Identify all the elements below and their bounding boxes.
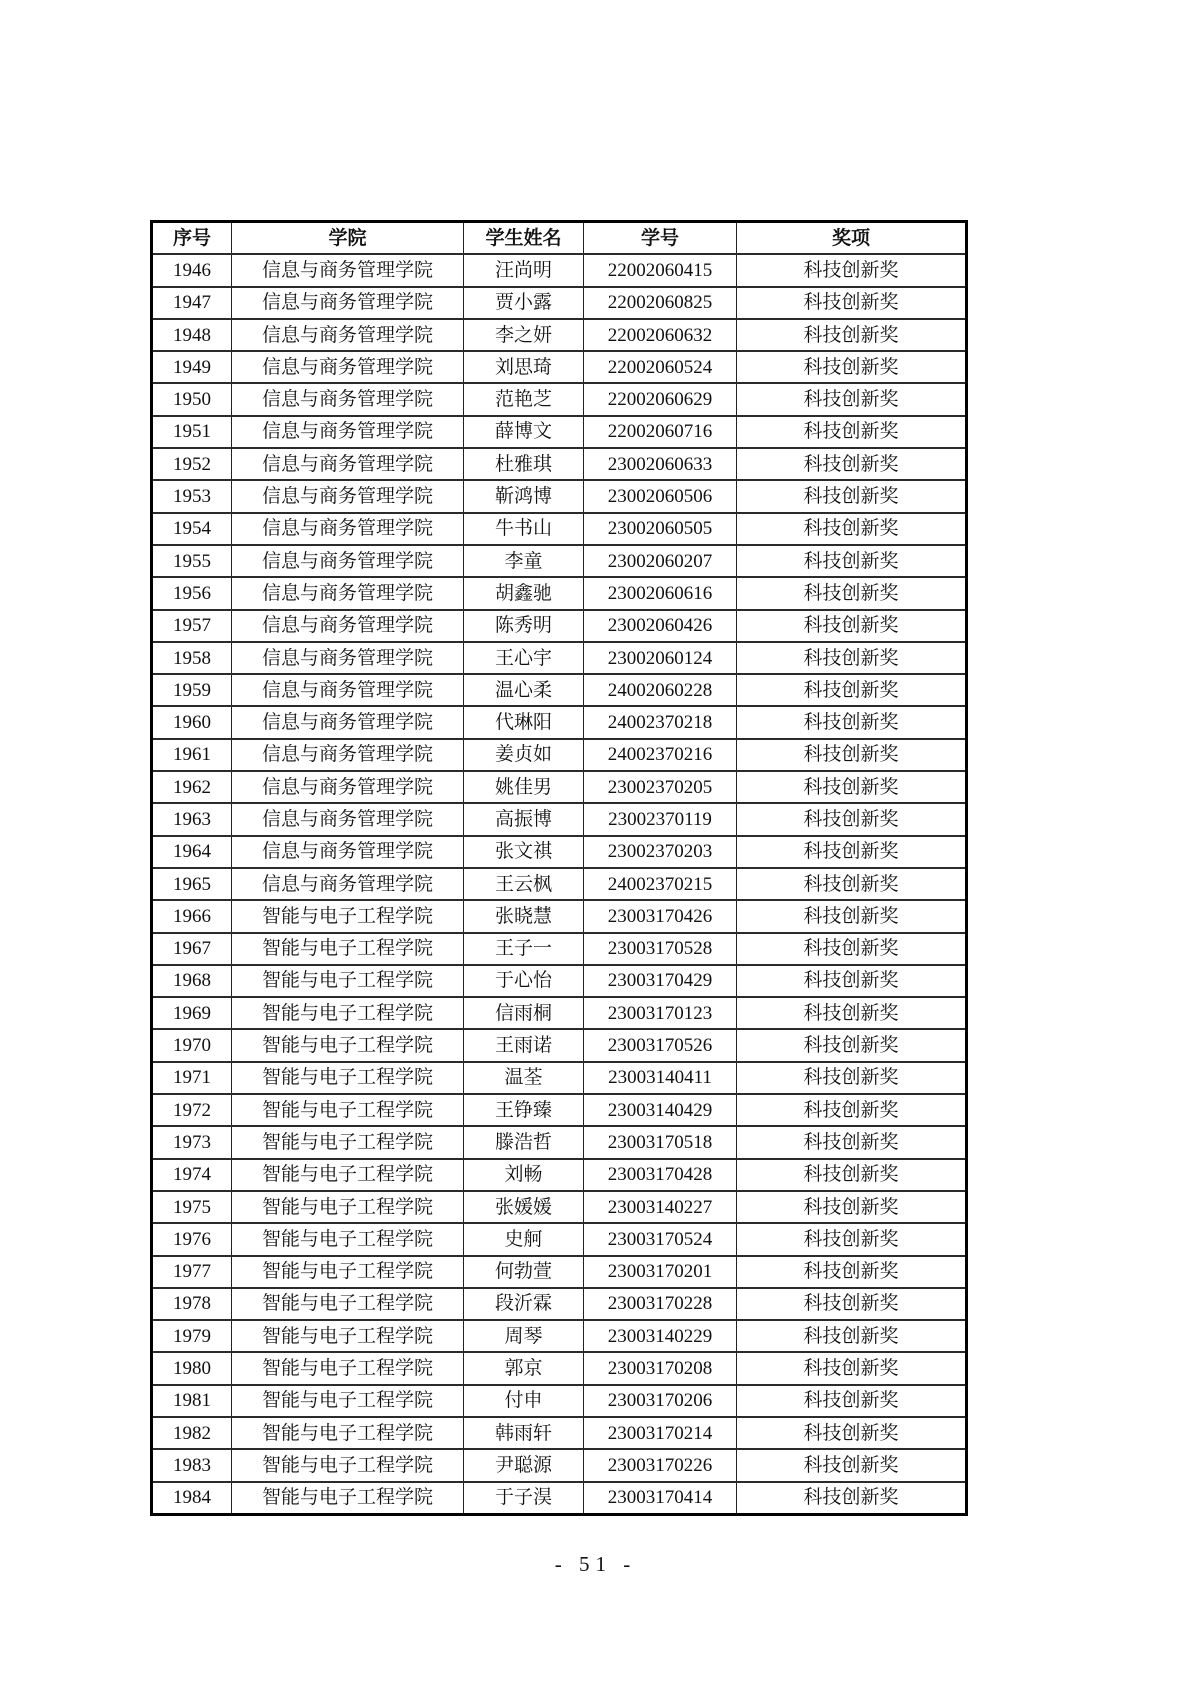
cell-no: 1962: [152, 771, 232, 803]
cell-college: 信息与商务管理学院: [232, 448, 464, 480]
cell-no: 1973: [152, 1126, 232, 1158]
cell-award: 科技创新奖: [737, 868, 967, 900]
cell-college: 信息与商务管理学院: [232, 416, 464, 448]
table-row: [152, 771, 967, 803]
cell-no: 1952: [152, 448, 232, 480]
cell-college: 信息与商务管理学院: [232, 480, 464, 512]
cell-award: 科技创新奖: [737, 836, 967, 868]
cell-award: 科技创新奖: [737, 319, 967, 351]
cell-no: 1979: [152, 1320, 232, 1352]
table-header-row: [152, 222, 967, 255]
cell-student-name: 张晓慧: [464, 900, 584, 932]
cell-award: 科技创新奖: [737, 1482, 967, 1515]
cell-student-id: 23003170226: [584, 1449, 737, 1481]
table-row: [152, 1320, 967, 1352]
cell-no: 1965: [152, 868, 232, 900]
cell-student-id: 24002370215: [584, 868, 737, 900]
cell-no: 1946: [152, 254, 232, 286]
cell-no: 1951: [152, 416, 232, 448]
column-header-student-name: 学生姓名: [464, 222, 584, 255]
cell-award: 科技创新奖: [737, 480, 967, 512]
cell-student-id: 23003170528: [584, 933, 737, 965]
cell-student-name: 韩雨轩: [464, 1417, 584, 1449]
cell-student-id: 23002370205: [584, 771, 737, 803]
table-row: [152, 933, 967, 965]
cell-student-name: 张文祺: [464, 836, 584, 868]
cell-no: 1950: [152, 383, 232, 415]
table-row: [152, 1352, 967, 1384]
cell-college: 信息与商务管理学院: [232, 319, 464, 351]
cell-award: 科技创新奖: [737, 287, 967, 319]
table-row: [152, 1029, 967, 1061]
cell-no: 1958: [152, 642, 232, 674]
cell-student-name: 郭京: [464, 1352, 584, 1384]
cell-student-id: 23002060506: [584, 480, 737, 512]
cell-no: 1955: [152, 545, 232, 577]
cell-student-name: 王雨诺: [464, 1029, 584, 1061]
cell-student-name: 尹聪源: [464, 1449, 584, 1481]
cell-student-name: 何勃萱: [464, 1256, 584, 1288]
table-row: [152, 1094, 967, 1126]
table-row: [152, 1482, 967, 1515]
cell-student-name: 王子一: [464, 933, 584, 965]
table-row: [152, 1223, 967, 1255]
cell-student-id: 22002060716: [584, 416, 737, 448]
cell-college: 智能与电子工程学院: [232, 900, 464, 932]
cell-award: 科技创新奖: [737, 900, 967, 932]
cell-no: 1954: [152, 513, 232, 545]
cell-college: 信息与商务管理学院: [232, 513, 464, 545]
cell-student-name: 付申: [464, 1385, 584, 1417]
column-header-award: 奖项: [737, 222, 967, 255]
table-row: [152, 706, 967, 738]
cell-college: 智能与电子工程学院: [232, 1159, 464, 1191]
cell-student-id: 22002060524: [584, 351, 737, 383]
cell-no: 1959: [152, 674, 232, 706]
cell-award: 科技创新奖: [737, 1417, 967, 1449]
cell-no: 1949: [152, 351, 232, 383]
cell-student-id: 22002060825: [584, 287, 737, 319]
cell-no: 1982: [152, 1417, 232, 1449]
cell-student-name: 滕浩哲: [464, 1126, 584, 1158]
table-row: [152, 1126, 967, 1158]
table-row: [152, 577, 967, 609]
cell-no: 1976: [152, 1223, 232, 1255]
table-row: [152, 803, 967, 835]
cell-college: 智能与电子工程学院: [232, 1288, 464, 1320]
table-row: [152, 1417, 967, 1449]
cell-award: 科技创新奖: [737, 1256, 967, 1288]
cell-student-name: 刘思琦: [464, 351, 584, 383]
cell-student-id: 23003140429: [584, 1094, 737, 1126]
cell-student-id: 23003140229: [584, 1320, 737, 1352]
cell-student-name: 史舸: [464, 1223, 584, 1255]
cell-college: 信息与商务管理学院: [232, 803, 464, 835]
column-header-no: 序号: [152, 222, 232, 255]
table-row: [152, 287, 967, 319]
cell-award: 科技创新奖: [737, 416, 967, 448]
table-row: [152, 416, 967, 448]
cell-student-id: 23003170526: [584, 1029, 737, 1061]
table-row: [152, 545, 967, 577]
cell-award: 科技创新奖: [737, 1126, 967, 1158]
cell-no: 1984: [152, 1482, 232, 1515]
table-row: [152, 739, 967, 771]
cell-student-name: 姜贞如: [464, 739, 584, 771]
cell-award: 科技创新奖: [737, 448, 967, 480]
table-row: [152, 351, 967, 383]
cell-student-id: 22002060632: [584, 319, 737, 351]
table-row: [152, 1062, 967, 1094]
cell-award: 科技创新奖: [737, 933, 967, 965]
page-number: - 51 -: [554, 1552, 637, 1576]
table-row: [152, 610, 967, 642]
cell-award: 科技创新奖: [737, 254, 967, 286]
cell-student-id: 23003170123: [584, 997, 737, 1029]
table-row: [152, 480, 967, 512]
cell-no: 1981: [152, 1385, 232, 1417]
cell-no: 1960: [152, 706, 232, 738]
cell-student-name: 薛博文: [464, 416, 584, 448]
cell-no: 1963: [152, 803, 232, 835]
cell-award: 科技创新奖: [737, 965, 967, 997]
cell-student-id: 23003170524: [584, 1223, 737, 1255]
cell-college: 信息与商务管理学院: [232, 674, 464, 706]
cell-award: 科技创新奖: [737, 1223, 967, 1255]
cell-student-id: 23002370119: [584, 803, 737, 835]
cell-college: 信息与商务管理学院: [232, 868, 464, 900]
cell-student-id: 23002370203: [584, 836, 737, 868]
cell-student-name: 于心怡: [464, 965, 584, 997]
cell-award: 科技创新奖: [737, 1191, 967, 1223]
cell-college: 智能与电子工程学院: [232, 933, 464, 965]
cell-college: 信息与商务管理学院: [232, 577, 464, 609]
cell-college: 智能与电子工程学院: [232, 1385, 464, 1417]
cell-no: 1967: [152, 933, 232, 965]
cell-student-name: 贾小露: [464, 287, 584, 319]
cell-student-name: 胡鑫驰: [464, 577, 584, 609]
cell-award: 科技创新奖: [737, 545, 967, 577]
cell-student-id: 23002060207: [584, 545, 737, 577]
cell-college: 智能与电子工程学院: [232, 997, 464, 1029]
cell-award: 科技创新奖: [737, 513, 967, 545]
cell-student-id: 24002370218: [584, 706, 737, 738]
cell-student-id: 23003140411: [584, 1062, 737, 1094]
cell-college: 智能与电子工程学院: [232, 1094, 464, 1126]
cell-college: 智能与电子工程学院: [232, 1449, 464, 1481]
cell-college: 信息与商务管理学院: [232, 610, 464, 642]
cell-student-name: 王云枫: [464, 868, 584, 900]
cell-college: 信息与商务管理学院: [232, 383, 464, 415]
cell-no: 1964: [152, 836, 232, 868]
cell-no: 1968: [152, 965, 232, 997]
cell-college: 智能与电子工程学院: [232, 1256, 464, 1288]
cell-no: 1953: [152, 480, 232, 512]
table-row: [152, 1449, 967, 1481]
table-row: [152, 1159, 967, 1191]
cell-student-name: 张媛媛: [464, 1191, 584, 1223]
cell-award: 科技创新奖: [737, 1159, 967, 1191]
cell-college: 智能与电子工程学院: [232, 1223, 464, 1255]
column-header-student-id: 学号: [584, 222, 737, 255]
cell-student-name: 于子淏: [464, 1482, 584, 1515]
cell-college: 信息与商务管理学院: [232, 739, 464, 771]
cell-student-name: 陈秀明: [464, 610, 584, 642]
cell-college: 信息与商务管理学院: [232, 351, 464, 383]
cell-student-name: 王铮臻: [464, 1094, 584, 1126]
cell-student-id: 23003170414: [584, 1482, 737, 1515]
cell-student-id: 23003170214: [584, 1417, 737, 1449]
table-row: [152, 1288, 967, 1320]
cell-college: 信息与商务管理学院: [232, 254, 464, 286]
cell-no: 1970: [152, 1029, 232, 1061]
cell-award: 科技创新奖: [737, 739, 967, 771]
cell-college: 智能与电子工程学院: [232, 1352, 464, 1384]
cell-college: 信息与商务管理学院: [232, 642, 464, 674]
cell-student-id: 23003170429: [584, 965, 737, 997]
table-row: [152, 1256, 967, 1288]
cell-award: 科技创新奖: [737, 383, 967, 415]
cell-student-id: 24002060228: [584, 674, 737, 706]
cell-no: 1956: [152, 577, 232, 609]
cell-no: 1975: [152, 1191, 232, 1223]
cell-college: 信息与商务管理学院: [232, 706, 464, 738]
cell-student-id: 22002060629: [584, 383, 737, 415]
cell-award: 科技创新奖: [737, 1385, 967, 1417]
cell-student-name: 汪尚明: [464, 254, 584, 286]
cell-student-name: 靳鸿博: [464, 480, 584, 512]
cell-college: 智能与电子工程学院: [232, 1320, 464, 1352]
cell-student-name: 李之妍: [464, 319, 584, 351]
cell-college: 信息与商务管理学院: [232, 287, 464, 319]
cell-student-id: 24002370216: [584, 739, 737, 771]
cell-student-id: 22002060415: [584, 254, 737, 286]
cell-student-name: 信雨桐: [464, 997, 584, 1029]
cell-student-name: 王心宇: [464, 642, 584, 674]
cell-student-id: 23003170201: [584, 1256, 737, 1288]
cell-student-id: 23003170518: [584, 1126, 737, 1158]
cell-award: 科技创新奖: [737, 771, 967, 803]
cell-college: 信息与商务管理学院: [232, 545, 464, 577]
cell-student-name: 高振博: [464, 803, 584, 835]
table-row: [152, 674, 967, 706]
table-row: [152, 513, 967, 545]
table-row: [152, 900, 967, 932]
cell-student-id: 23002060124: [584, 642, 737, 674]
cell-college: 信息与商务管理学院: [232, 836, 464, 868]
cell-no: 1977: [152, 1256, 232, 1288]
cell-student-id: 23003170206: [584, 1385, 737, 1417]
cell-student-id: 23003170228: [584, 1288, 737, 1320]
cell-award: 科技创新奖: [737, 351, 967, 383]
cell-student-name: 段沂霖: [464, 1288, 584, 1320]
cell-award: 科技创新奖: [737, 1352, 967, 1384]
cell-award: 科技创新奖: [737, 642, 967, 674]
cell-college: 智能与电子工程学院: [232, 1126, 464, 1158]
cell-student-name: 周琴: [464, 1320, 584, 1352]
cell-student-name: 温荃: [464, 1062, 584, 1094]
cell-award: 科技创新奖: [737, 1320, 967, 1352]
cell-student-id: 23002060505: [584, 513, 737, 545]
cell-no: 1972: [152, 1094, 232, 1126]
cell-student-name: 刘畅: [464, 1159, 584, 1191]
table-row: [152, 319, 967, 351]
cell-college: 智能与电子工程学院: [232, 1417, 464, 1449]
cell-college: 信息与商务管理学院: [232, 771, 464, 803]
cell-award: 科技创新奖: [737, 674, 967, 706]
cell-no: 1969: [152, 997, 232, 1029]
cell-college: 智能与电子工程学院: [232, 1029, 464, 1061]
cell-award: 科技创新奖: [737, 1062, 967, 1094]
column-header-college: 学院: [232, 222, 464, 255]
cell-student-id: 23002060426: [584, 610, 737, 642]
cell-award: 科技创新奖: [737, 610, 967, 642]
cell-no: 1974: [152, 1159, 232, 1191]
cell-student-id: 23003170208: [584, 1352, 737, 1384]
cell-student-name: 代琳阳: [464, 706, 584, 738]
cell-no: 1978: [152, 1288, 232, 1320]
table-row: [152, 997, 967, 1029]
table-row: [152, 448, 967, 480]
cell-no: 1971: [152, 1062, 232, 1094]
table-row: [152, 965, 967, 997]
cell-award: 科技创新奖: [737, 1449, 967, 1481]
cell-award: 科技创新奖: [737, 997, 967, 1029]
cell-no: 1980: [152, 1352, 232, 1384]
cell-no: 1947: [152, 287, 232, 319]
cell-award: 科技创新奖: [737, 706, 967, 738]
cell-student-name: 温心柔: [464, 674, 584, 706]
cell-award: 科技创新奖: [737, 577, 967, 609]
cell-no: 1961: [152, 739, 232, 771]
cell-student-id: 23003170426: [584, 900, 737, 932]
cell-college: 智能与电子工程学院: [232, 965, 464, 997]
cell-student-name: 杜雅琪: [464, 448, 584, 480]
cell-award: 科技创新奖: [737, 1288, 967, 1320]
cell-student-name: 牛书山: [464, 513, 584, 545]
table-row: [152, 254, 967, 286]
cell-college: 智能与电子工程学院: [232, 1062, 464, 1094]
cell-college: 智能与电子工程学院: [232, 1482, 464, 1515]
cell-no: 1983: [152, 1449, 232, 1481]
cell-award: 科技创新奖: [737, 1094, 967, 1126]
cell-student-id: 23003140227: [584, 1191, 737, 1223]
cell-award: 科技创新奖: [737, 1029, 967, 1061]
cell-student-name: 姚佳男: [464, 771, 584, 803]
table-row: [152, 836, 967, 868]
cell-award: 科技创新奖: [737, 803, 967, 835]
cell-student-id: 23002060633: [584, 448, 737, 480]
cell-student-id: 23002060616: [584, 577, 737, 609]
cell-student-id: 23003170428: [584, 1159, 737, 1191]
table-row: [152, 1191, 967, 1223]
table-row: [152, 868, 967, 900]
table-row: [152, 642, 967, 674]
award-table-body: [152, 254, 967, 1514]
award-table: [150, 220, 968, 1516]
cell-student-name: 范艳芝: [464, 383, 584, 415]
cell-student-name: 李童: [464, 545, 584, 577]
table-row: [152, 1385, 967, 1417]
cell-no: 1957: [152, 610, 232, 642]
table-row: [152, 383, 967, 415]
cell-college: 智能与电子工程学院: [232, 1191, 464, 1223]
cell-no: 1966: [152, 900, 232, 932]
cell-no: 1948: [152, 319, 232, 351]
